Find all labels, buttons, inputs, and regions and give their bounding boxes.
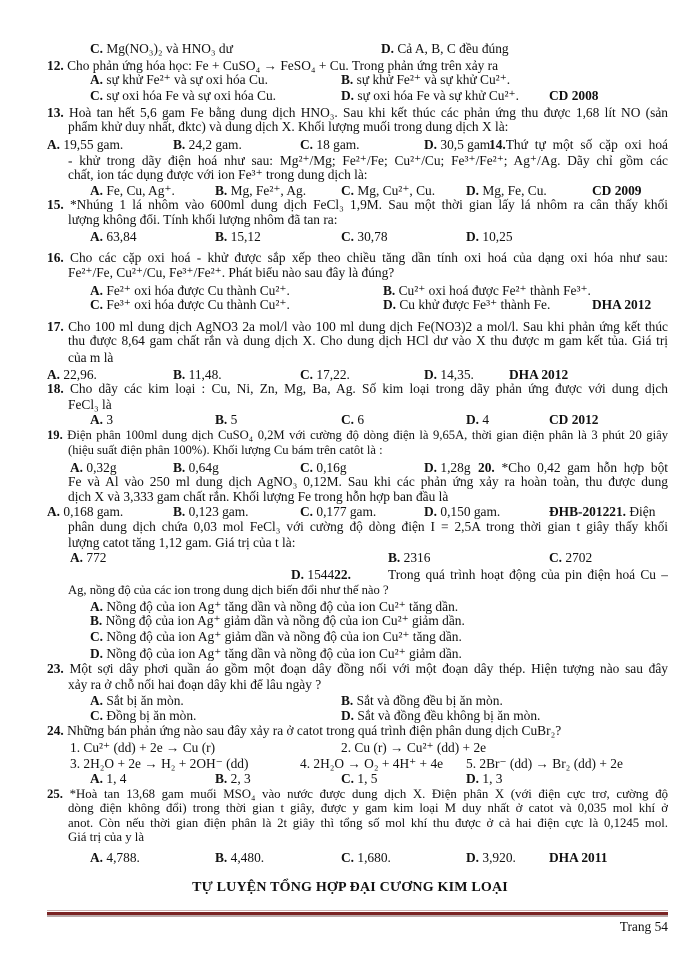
option-b: B. 0,123 gam. — [173, 504, 249, 519]
option-a: A. 0,168 gam. — [47, 504, 124, 519]
option-b: B. 0,64g — [173, 460, 219, 475]
option-d: D. Cả A, B, C đều đúng — [381, 41, 509, 56]
option-c: C. 6 — [341, 412, 365, 427]
q16-options-cd — [0, 297, 700, 313]
option-d: D. Mg, Fe, Cu. — [466, 183, 547, 198]
question-number: 12. — [47, 58, 64, 73]
q17-stem-2: thu được 8,64 gam chất rắn và dung dịch X. Cho dung dịch HCl dư vào X thu được m gam kết tủa. Giá trị — [68, 333, 668, 348]
q23-stem: 23. Một sợi dây phơi quần áo gồm một đoạn dây đồng nối với một đoạn dây thép. Hiện tượng nào sau đây — [47, 661, 668, 676]
option-a: A. Fe, Cu, Ag⁺. — [90, 183, 175, 198]
option-c: C. 30,78 — [341, 229, 388, 244]
option-d: D. Cu khử được Fe³⁺ thành Fe. — [383, 297, 551, 312]
q14-stem-3: chất, ion tác dụng được với ion Fe³⁺ trong dung dịch là: — [68, 167, 368, 182]
q12-stem: 12. Cho phản ứng hóa học: Fe + CuSO₄ → FeSO₄ + Cu. Trong phản ứng trên xảy ra — [47, 58, 499, 73]
q14-stem: 14.Thứ tự một số cặp oxi hoá — [489, 137, 668, 152]
section-title: TỰ LUYỆN TỔNG HỢP ĐẠI CƯƠNG KIM LOẠI — [192, 880, 508, 895]
q21-options-abc — [0, 550, 700, 566]
option-b: B. Cu²⁺ oxi hoá được Fe²⁺ thành Fe³⁺. — [383, 283, 591, 298]
option-a: A. 22,96. — [47, 367, 97, 382]
q18-options — [0, 412, 700, 428]
q19-stem-2: (hiệu suất điện phân 100%). Khối lượng Cu bám trên catôt là : — [68, 443, 383, 457]
q25-stem-3: anot. Còn nếu thời gian điện phân là 2t giây thì tổng số mol khí thu được ở cả hai điện cực là 0,1245 mol. — [68, 816, 668, 830]
q15-options — [0, 229, 700, 245]
q17-stem: 17. Cho 100 ml dung dịch AgNO3 2a mol/l vào 100 ml dung dịch Fe(NO3)2 a mol/l. Sau khi phản ứng kết thúc — [47, 319, 668, 334]
option-a: A. 19,55 gam. — [47, 137, 124, 152]
q25-options — [0, 850, 700, 866]
reaction-1: 1. Cu²⁺ (dd) + 2e → Cu (r) — [70, 740, 216, 755]
source-tag: DHA 2012 — [509, 367, 569, 382]
source-tag: DHA 2012 — [592, 297, 652, 312]
q21-stem: ĐHB-201221. Điện — [549, 504, 656, 519]
option-b: B. Sắt và đồng đều bị ăn mòn. — [341, 693, 503, 708]
reaction-5: 5. 2Br⁻ (dd) → Br₂ (dd) + 2e — [466, 756, 623, 771]
q20-options — [0, 504, 700, 520]
option-b: B. 5 — [215, 412, 238, 427]
q12-options-ab — [0, 72, 700, 88]
q12-options-cd — [0, 88, 700, 104]
q22-option-b: B. Nồng độ của ion Ag⁺ giảm dần và nồng độ của ion Cu²⁺ giảm dần. — [90, 613, 465, 628]
option-b: B. 24,2 gam. — [173, 137, 242, 152]
reaction-3: 3. 2H₂O + 2e → H₂ + 2OH⁻ (dd) — [70, 756, 249, 771]
q21-stem-2: phân dung dịch chứa 0,03 mol FeCl₃ với cường độ dòng điện I = 2,5A trong thời gian t giây thấy khối — [68, 519, 668, 534]
page-number: Trang 54 — [619, 919, 668, 934]
option-c: C. 18 gam. — [300, 137, 360, 152]
source-tag: CD 2009 — [592, 183, 642, 198]
option-c: C. 17,22. — [300, 367, 350, 382]
q20-stem-2: Fe và Al vào 250 ml dung dịch AgNO₃ 0,12M. Sau khi các phản ứng xảy ra hoàn toàn, thu được dung — [68, 474, 668, 489]
option-c: C. Đồng bị ăn mòn. — [90, 708, 197, 723]
q14-stem-2: - khử trong dãy điện hoá như sau: Mg²⁺/Mg; Fe²⁺/Fe; Cu²⁺/Cu; Fe³⁺/Fe²⁺; Ag⁺/Ag. Dãy chỉ gồm các — [68, 153, 668, 168]
reaction-4: 4. 2H₂O → O₂ + 4H⁺ + 4e — [300, 756, 444, 771]
footer-rule-top — [47, 910, 668, 911]
option-a: A. 772 — [70, 550, 107, 565]
option-d: D. 1,28g — [424, 460, 471, 475]
reaction-2: 2. Cu (r) → Cu²⁺ (dd) + 2e — [341, 740, 487, 755]
q15-stem-2: lượng không đổi. Tính khối lượng nhôm đã tan ra: — [68, 212, 338, 227]
q16-stem: 16. Cho các cặp oxi hoá - khử được sắp xếp theo chiều tăng dần tính oxi hoá của dạng oxi hóa như sau: — [47, 250, 668, 265]
option-c: C. Fe³⁺ oxi hóa được Cu thành Cu²⁺. — [90, 297, 290, 312]
option-d: D. 3,920. — [466, 850, 516, 865]
q19-stem: 19. Điện phân 100ml dung dịch CuSO₄ 0,2M với cường độ dòng điện là 9,65A, thời gian điện phân là 3 phút 20 giây — [47, 428, 668, 442]
option-b: B. 11,48. — [173, 367, 222, 382]
q11-options-cd — [0, 41, 700, 57]
option-d: D. sự oxi hóa Fe và sự khử Cu²⁺. — [341, 88, 519, 103]
option-d: D. 1, 3 — [466, 771, 503, 786]
q23-stem-2: xảy ra ở chỗ nối hai đoạn dây khi để lâu ngày ? — [68, 677, 322, 692]
option-b: B. 4,480. — [215, 850, 265, 865]
q18-stem: 18. Cho dãy các kim loại : Cu, Ni, Zn, Mg, Ba, Ag. Số kim loại trong dãy phản ứng được với dung dịch — [47, 381, 668, 396]
option-b: B. Mg, Fe²⁺, Ag. — [215, 183, 307, 198]
footer-rule — [47, 912, 668, 917]
source-tag: ĐHB-2012 — [549, 504, 610, 519]
q18-stem-2: FeCl₃ là — [68, 397, 112, 412]
q24-reactions-3-5 — [0, 756, 700, 772]
q24-reactions-1-2 — [0, 740, 700, 756]
option-b: B. 2316 — [388, 550, 431, 565]
option-d: D. 154422. — [291, 567, 351, 582]
option-c: C. 1,680. — [341, 850, 391, 865]
option-a: A. 63,84 — [90, 229, 137, 244]
source-tag: DHA 2011 — [549, 850, 608, 865]
option-d: D. 0,150 gam. — [424, 504, 501, 519]
q24-stem: 24. Những bán phản ứng nào sau đây xảy ra ở catot trong quá trình điện phân dung dịch CuBr₂? — [47, 723, 562, 738]
option-a: A. 3 — [90, 412, 114, 427]
option-a: A. 1, 4 — [90, 771, 127, 786]
q23-options-cd — [0, 708, 700, 724]
option-b: B. sự khử Fe²⁺ và sự khử Cu²⁺. — [341, 72, 511, 87]
option-c: C. sự oxi hóa Fe và sự oxi hóa Cu. — [90, 88, 276, 103]
q21-stem-3: lượng catot tăng 1,12 gam. Giá trị của t là: — [68, 535, 296, 550]
q22-option-c: C. Nồng độ của ion Ag⁺ giảm dần và nồng độ của ion Cu²⁺ tăng dần. — [90, 629, 462, 644]
q13-stem-2: phẩm khử duy nhất, đktc) và dung dịch X. Khối lượng muối trong dung dịch X là: — [68, 119, 509, 134]
q22-stem: Trong quá trình hoạt động của pin điện hoá Cu – — [388, 567, 668, 582]
source-tag: CD 2008 — [549, 88, 599, 103]
option-b: B. 15,12 — [215, 229, 261, 244]
q20-stem-3: dịch X và 3,333 gam chất rắn. Khối lượng Fe trong hỗn hợp ban đầu là — [68, 489, 449, 504]
option-a: A. 4,788. — [90, 850, 140, 865]
q17-stem-3: của m là — [68, 350, 114, 365]
q15-stem: 15. *Nhúng 1 lá nhôm vào 600ml dung dịch FeCl₃ 1,9M. Sau một thời gian lấy lá nhôm ra cân thấy khối — [47, 197, 668, 212]
option-d: D. 30,5 gam — [424, 137, 491, 152]
option-a: A. Sắt bị ăn mòn. — [90, 693, 184, 708]
option-d: D. 14,35. — [424, 367, 474, 382]
option-c: C. 0,177 gam. — [300, 504, 377, 519]
option-d: D. 10,25 — [466, 229, 513, 244]
option-d: D. 4 — [466, 412, 490, 427]
q24-options — [0, 771, 700, 787]
option-c: C. 0,16g — [300, 460, 347, 475]
source-tag: CD 2012 — [549, 412, 599, 427]
q25-stem-4: Giá trị của y là — [68, 830, 145, 844]
q16-stem-2: Fe²⁺/Fe, Cu²⁺/Cu, Fe³⁺/Fe²⁺. Phát biểu nào sau đây là đúng? — [68, 265, 395, 280]
option-c: C. Mg, Cu²⁺, Cu. — [341, 183, 436, 198]
q25-stem-2: dòng điện không đổi) trong thời gian t giây, được y gam kim loại M duy nhất ở catot và 0,035 mol khí ở — [68, 801, 668, 815]
option-d: D. Sắt và đồng đều không bị ăn mòn. — [341, 708, 541, 723]
q23-options-ab — [0, 693, 700, 709]
q22-option-d: D. Nồng độ của ion Ag⁺ tăng dần và nồng độ của ion Cu²⁺ giảm dần. — [90, 646, 462, 661]
option-b: B. 2, 3 — [215, 771, 251, 786]
q22-option-a: A. Nồng độ của ion Ag⁺ tăng dần và nồng độ của ion Cu²⁺ tăng dần. — [90, 599, 459, 614]
option-c: C. 2702 — [549, 550, 593, 565]
q22-stem-2: Ag, nồng độ của các ion trong dung dịch biến đổi như thế nào ? — [68, 583, 389, 597]
q13-options — [0, 137, 700, 153]
q13-stem: 13. Hoà tan hết 5,6 gam Fe bằng dung dịch HNO₃. Sau khi kết thúc các phản ứng thu được 1,68 lít NO (sản — [47, 105, 668, 120]
option-a: A. 0,32g — [70, 460, 117, 475]
option-a: A. sự khử Fe²⁺ và sự oxi hóa Cu. — [90, 72, 268, 87]
option-a: A. Fe²⁺ oxi hóa được Cu thành Cu²⁺. — [90, 283, 290, 298]
option-c: C. 1, 5 — [341, 771, 378, 786]
option-c: C. Mg(NO₃)₂ và HNO₃ dư — [90, 41, 233, 56]
q21-option-d-q22-stem — [0, 567, 700, 583]
q20-stem: 20. *Cho 0,42 gam hỗn hợp bột — [478, 460, 668, 475]
q25-stem: 25. *Hoà tan 13,68 gam muối MSO₄ vào nước được dung dịch X. Điện phân X (với điện cực trơ, cường độ — [47, 787, 668, 801]
